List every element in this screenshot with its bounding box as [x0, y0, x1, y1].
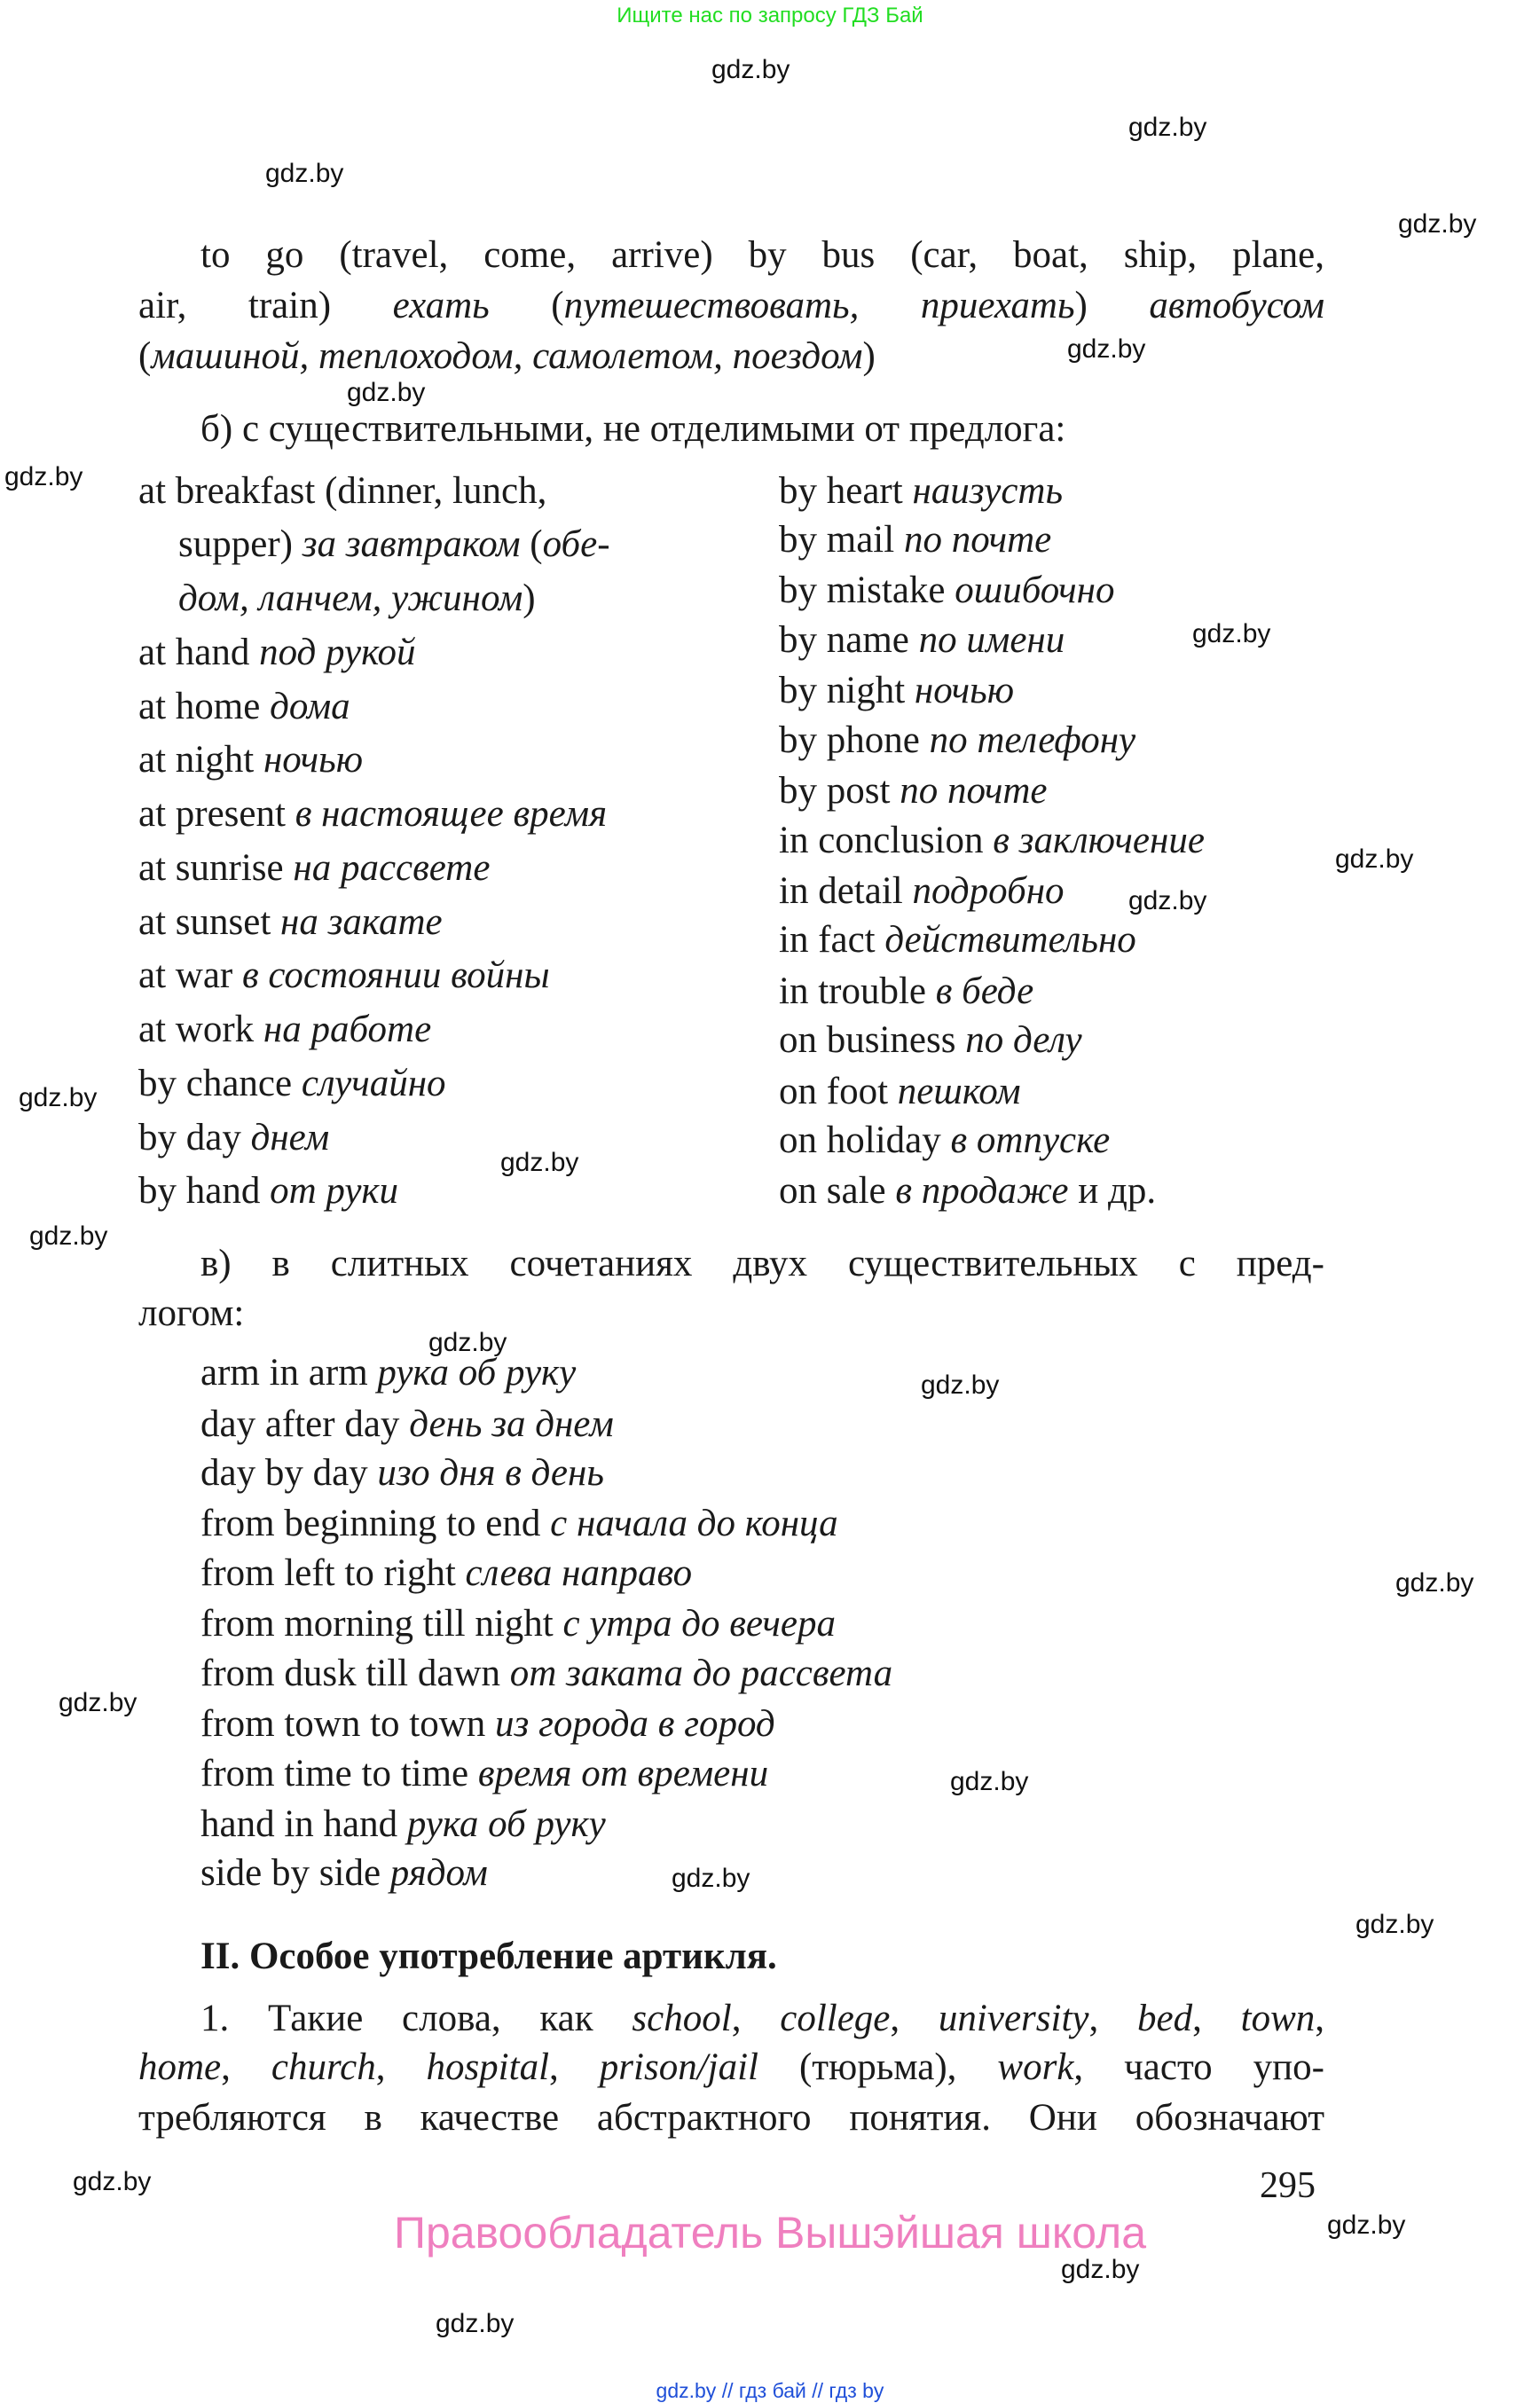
phrase-text: on sale	[779, 1170, 896, 1213]
right-line	[779, 1166, 1156, 1216]
phrase-text: ,	[1088, 1997, 1138, 2039]
translation-text: автобусом	[1149, 285, 1325, 327]
left-line	[138, 898, 443, 947]
phrase-text: ,	[549, 2046, 600, 2089]
watermark-text: gdz.by	[1395, 1568, 1474, 1598]
phrase-text: from beginning to end	[200, 1503, 551, 1545]
page-number: 295	[1260, 2165, 1316, 2206]
translation-text: от руки	[270, 1170, 399, 1213]
translation-text: дома	[270, 685, 350, 727]
phrase-text: on holiday	[779, 1119, 951, 1162]
left-line	[138, 951, 550, 1001]
watermark-text: gdz.by	[1398, 209, 1477, 239]
phrase-text: by chance	[138, 1062, 302, 1104]
phrase-text: day by day	[200, 1452, 378, 1495]
left-line	[138, 1005, 431, 1055]
list-line	[200, 1749, 768, 1799]
translation-text: от заката до рассвета	[509, 1652, 893, 1694]
phrase-text: from time to time	[200, 1752, 478, 1794]
phrase-text: by mail	[779, 519, 904, 561]
right-line	[779, 1116, 1110, 1166]
phrase-text: by mistake	[779, 569, 955, 612]
translation-text: путешествовать, приехать	[563, 285, 1075, 327]
translation-text: за завтраком	[302, 523, 521, 566]
translation-text: машиной, теплоходом, самолетом, поездом	[151, 335, 863, 378]
watermark-text: gdz.by	[1128, 113, 1207, 142]
phrase-text: from morning till night	[200, 1603, 563, 1645]
phrase-text: at home	[138, 685, 271, 727]
translation-text: school	[632, 1997, 732, 2039]
translation-text: по почте	[900, 770, 1048, 813]
para2-line	[200, 1994, 1324, 2044]
translation-text: bed	[1137, 1997, 1193, 2039]
left-line	[138, 1113, 329, 1163]
translation-text: наизусть	[912, 469, 1064, 512]
left-line	[138, 844, 490, 893]
phrase-text: at breakfast (dinner, lunch,	[138, 469, 547, 512]
translation-text: в продаже	[895, 1170, 1069, 1213]
phrase-text: day after day	[200, 1402, 410, 1445]
translation-text: действительно	[884, 919, 1136, 962]
left-line	[138, 1059, 446, 1109]
watermark-text: gdz.by	[347, 378, 426, 407]
phrase-text: hand in hand	[200, 1802, 407, 1845]
phrase-text: arm in arm	[200, 1352, 378, 1394]
translation-text: из города в город	[495, 1703, 775, 1746]
phrase-text: by heart	[779, 469, 913, 512]
phrase-text: in conclusion	[779, 819, 994, 861]
phrase-text: to go (travel, come, arrive) by bus (car, boat, ship, plane,	[200, 233, 1324, 276]
watermark-text: gdz.by	[265, 159, 344, 188]
right-line	[779, 1067, 1021, 1117]
phrase-text: supper)	[178, 523, 302, 566]
right-line	[779, 666, 1014, 716]
phrase-text: in detail	[779, 869, 913, 912]
phrase-text: side by side	[200, 1852, 390, 1895]
right-line	[779, 515, 1051, 565]
watermark-text: gdz.by	[711, 55, 790, 84]
translation-text: пешком	[897, 1070, 1021, 1112]
phrase-text: (тюрьма),	[758, 2046, 998, 2089]
list-line	[200, 1348, 576, 1398]
right-line	[779, 766, 1047, 816]
phrase-text: at night	[138, 739, 263, 781]
list-line	[200, 1400, 614, 1449]
phrase-text: on foot	[779, 1070, 898, 1112]
phrase-text: from left to right	[200, 1551, 466, 1594]
list-line	[200, 1449, 604, 1498]
translation-text: обе-	[542, 523, 610, 566]
translation-text: town	[1240, 1997, 1316, 2039]
phrase-text: )	[1074, 285, 1150, 327]
translation-text: по делу	[965, 1019, 1082, 1062]
phrase-text: 1. Такие слова, как	[200, 1997, 632, 2039]
translation-text: по почте	[903, 519, 1052, 561]
heading-line	[200, 1932, 777, 1982]
phrase-text: б) с существительными, не отделимыми от предлога:	[200, 408, 1066, 451]
para1-line	[138, 332, 876, 381]
left-line	[138, 735, 363, 785]
phrase-text: в) в слитных сочетаниях двух существительных с пред-	[200, 1242, 1324, 1284]
translation-text: ночью	[263, 739, 364, 781]
translation-text: подробно	[912, 869, 1065, 912]
list-line	[200, 1499, 838, 1549]
phrase-text: (	[520, 523, 543, 566]
translation-text: university	[938, 1997, 1089, 2039]
translation-text: рука об руку	[406, 1802, 606, 1845]
phrase-text: (	[138, 335, 152, 378]
right-line	[779, 867, 1065, 916]
list-line	[200, 1800, 606, 1849]
para2-line	[138, 2043, 1324, 2093]
translation-text: слева направо	[465, 1551, 693, 1594]
phrase-text: требляются в качестве абстрактного понятия. Они обозначают	[138, 2097, 1324, 2140]
left-line	[178, 520, 610, 569]
left-line	[138, 628, 416, 678]
watermark-text: gdz.by	[672, 1864, 750, 1893]
translation-text: ночью	[914, 670, 1015, 712]
list-line	[200, 1649, 892, 1699]
left-line	[138, 789, 607, 839]
phrase-text: ,	[221, 2046, 271, 2089]
translation-text: на работе	[263, 1009, 432, 1051]
list-line	[200, 1849, 488, 1898]
translation-text: в состоянии войны	[242, 954, 550, 997]
phrase-text: by name	[779, 618, 919, 661]
phrase-text: from dusk till dawn	[200, 1652, 510, 1694]
phrase-text: at present	[138, 793, 295, 836]
watermark-text: gdz.by	[1192, 619, 1271, 648]
translation-text: случайно	[301, 1062, 446, 1104]
translation-text: в настоящее время	[295, 793, 608, 836]
watermark-text: gdz.by	[4, 462, 83, 491]
watermark-text: gdz.by	[1335, 844, 1414, 874]
list-line	[200, 1549, 692, 1598]
right-line	[779, 1016, 1082, 1065]
phrase-text: at war	[138, 954, 242, 997]
right-line	[779, 915, 1136, 965]
phrase-text: in trouble	[779, 970, 936, 1012]
phrase-text: from town to town	[200, 1703, 496, 1746]
watermark-text: gdz.by	[500, 1148, 579, 1177]
phrase-text: by phone	[779, 719, 930, 761]
watermark-text: gdz.by	[436, 2309, 515, 2338]
translation-text: под рукой	[259, 631, 416, 673]
watermark-text: gdz.by	[1061, 2255, 1140, 2284]
phrase-text: on business	[779, 1019, 966, 1062]
translation-text: изо дня в день	[377, 1452, 604, 1495]
translation-text: день за днем	[409, 1402, 614, 1445]
phrase-text: II. Особое употребление артикля.	[200, 1936, 777, 1978]
translation-text: рука об руку	[377, 1352, 577, 1394]
para2-line	[138, 2093, 1324, 2143]
watermark-text: gdz.by	[1327, 2211, 1406, 2240]
translation-text: с начала до конца	[550, 1503, 838, 1545]
translation-text: на закате	[280, 900, 443, 943]
phrase-text: by day	[138, 1116, 251, 1158]
sub-v-line	[200, 1239, 1324, 1289]
translation-text: ехать	[392, 285, 490, 327]
phrase-text: by post	[779, 770, 900, 813]
right-line	[779, 566, 1115, 616]
translation-text: в заключение	[993, 819, 1205, 861]
list-line	[200, 1599, 836, 1649]
phrase-text: ,	[890, 1997, 939, 2039]
watermark-text: gdz.by	[19, 1083, 98, 1112]
translation-text: ошибочно	[955, 569, 1115, 612]
translation-text: в беде	[935, 970, 1034, 1012]
phrase-text: ,	[731, 1997, 781, 2039]
watermark-text: gdz.by	[73, 2167, 152, 2196]
rights-holder-text: Правообладатель Вышэйшая школа	[394, 2208, 1146, 2258]
translation-text: время от времени	[477, 1752, 769, 1794]
translation-text: college	[780, 1997, 891, 2039]
translation-text: hospital	[426, 2046, 550, 2089]
phrase-text: логом:	[138, 1292, 245, 1334]
watermark-text: gdz.by	[428, 1328, 507, 1357]
right-line	[779, 816, 1205, 866]
right-line	[779, 967, 1033, 1017]
sub-b-line	[200, 404, 1065, 454]
right-line	[779, 467, 1063, 516]
phrase-text: (	[489, 285, 564, 327]
watermark-text: gdz.by	[921, 1370, 1000, 1400]
translation-text: church	[271, 2046, 376, 2089]
phrase-text: air, train)	[138, 285, 393, 327]
watermark-text: gdz.by	[29, 1221, 108, 1251]
para1-line	[138, 281, 1324, 331]
phrase-text: , часто упо-	[1073, 2046, 1325, 2089]
para1-line	[200, 231, 1324, 280]
phrase-text: at sunrise	[138, 846, 294, 889]
translation-text: с утра до вечера	[562, 1603, 836, 1645]
phrase-text: и др.	[1068, 1170, 1157, 1213]
right-line	[779, 616, 1065, 665]
translation-text: по телефону	[929, 719, 1136, 761]
phrase-text: in fact	[779, 919, 885, 962]
watermark-text: gdz.by	[950, 1767, 1029, 1796]
translation-text: по имени	[918, 618, 1065, 661]
translation-text: днем	[250, 1116, 330, 1158]
translation-text: home	[138, 2046, 222, 2089]
phrase-text: at hand	[138, 631, 260, 673]
phrase-text: at sunset	[138, 900, 281, 943]
translation-text: prison/jail	[599, 2046, 758, 2089]
translation-text: на рассвете	[293, 846, 491, 889]
list-line	[200, 1700, 775, 1749]
sub-v-line	[138, 1289, 244, 1339]
translation-text: в отпуске	[950, 1119, 1111, 1162]
translation-text: дом, ланчем, ужином	[178, 577, 523, 620]
phrase-text: at work	[138, 1009, 263, 1051]
translation-text: work	[997, 2046, 1074, 2089]
phrase-text: ,	[375, 2046, 427, 2089]
phrase-text: )	[522, 577, 536, 620]
watermark-text: gdz.by	[59, 1688, 138, 1717]
phrase-text: ,	[1192, 1997, 1241, 2039]
right-line	[779, 716, 1135, 766]
phrase-text: ,	[1315, 1997, 1325, 2039]
left-line	[138, 1166, 398, 1216]
phrase-text: )	[862, 335, 876, 378]
left-line	[178, 574, 536, 624]
watermark-text: gdz.by	[1067, 334, 1146, 364]
left-line	[138, 467, 546, 516]
watermark-text: gdz.by	[1128, 886, 1207, 915]
phrase-text: by hand	[138, 1170, 271, 1213]
translation-text: рядом	[389, 1852, 488, 1895]
footer-links[interactable]: gdz.by // гдз бай // гдз by	[656, 2379, 884, 2402]
phrase-text: by night	[779, 670, 915, 712]
left-line	[138, 682, 350, 732]
search-hint-banner: Ищите нас по запросу ГДЗ Бай	[617, 4, 923, 27]
watermark-text: gdz.by	[1355, 1910, 1434, 1939]
